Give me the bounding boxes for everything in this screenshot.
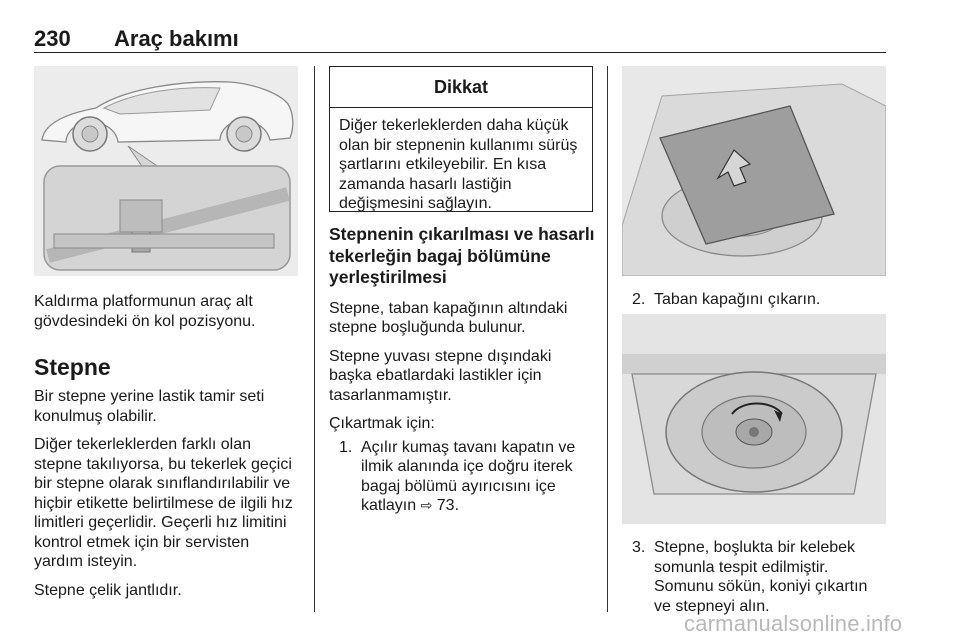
page-title: Araç bakımı (114, 26, 239, 51)
list-item (329, 438, 595, 516)
paragraph: Diğer tekerleklerden farklı olan stepne takılıyorsa, bu tekerlek geçici bir stepne olarak sınıflandırılabilir ve hiçbir etikette belirtilmese de ilgili hız limitleri geçerlidir. Geçerli hız limitini kontrol etmek için bir servisten yardım isteyin. (34, 436, 293, 570)
page-reference-link[interactable]: 73. (436, 497, 460, 514)
notice-title: Dikkat (330, 67, 592, 108)
step-2-block (622, 290, 888, 316)
column-divider-left (314, 66, 315, 612)
paragraph: Stepne, taban kapağının altındaki stepne boşluğunda bulunur. (329, 299, 568, 336)
steps-list (622, 290, 888, 310)
step-number: 3. (632, 539, 646, 556)
paragraph: Çıkartmak için: (329, 415, 435, 432)
paragraph: Stepne yuvası stepne dışındaki başka ebatlardaki lastikler için tasarlanmamıştır. (329, 347, 552, 404)
left-column (34, 292, 302, 609)
section-heading-spare-removal: Stepnenin çıkarılması ve hasarlı tekerleğin bagaj bölümüne yerleştirilmesi (329, 224, 595, 287)
page-reference-icon: ⇨ (420, 497, 433, 513)
step-3-block (622, 538, 888, 622)
middle-column (329, 224, 595, 522)
step-number: 2. (632, 291, 646, 308)
paragraph: Bir stepne yerine lastik tamir seti konulmuş olabilir. (34, 388, 265, 425)
spare-wheel-illustration (622, 314, 886, 524)
figure-caption: Kaldırma platformunun araç alt gövdesindeki ön kol pozisyonu. (34, 293, 256, 330)
list-item (622, 538, 888, 616)
lift-point-illustration (34, 66, 298, 276)
paragraph: Stepne çelik jantlıdır. (34, 581, 182, 599)
section-heading-stepne: Stepne (34, 354, 111, 380)
notice-box (329, 66, 593, 212)
step-text: Açılır kumaş tavanı kapatın ve ilmik alanında içe doğru iterek bagaj bölümü ayırıcısını içe katlayın (361, 438, 576, 514)
watermark: carmanualsonline.info (684, 611, 903, 636)
step-number: 1. (339, 438, 353, 456)
notice-text: Diğer tekerleklerden daha küçük olan bir stepnenin kullanımı sürüş şartlarını etkileyebilir. En kısa zamanda hasarlı lastiğin değişmesini sağlayın. (339, 117, 578, 212)
column-divider-right (607, 66, 608, 612)
page-number: 230 (34, 26, 71, 51)
list-item (622, 290, 888, 310)
page-header (34, 26, 886, 53)
steps-list (329, 438, 595, 516)
steps-list (622, 538, 888, 616)
step-text: Taban kapağını çıkarın. (654, 291, 821, 308)
step-text: Stepne, boşlukta bir kelebek somunla tespit edilmiştir. Somunu sökün, koniyi çıkartın ve stepneyi alın. (654, 539, 868, 615)
floor-cover-illustration (622, 66, 886, 276)
